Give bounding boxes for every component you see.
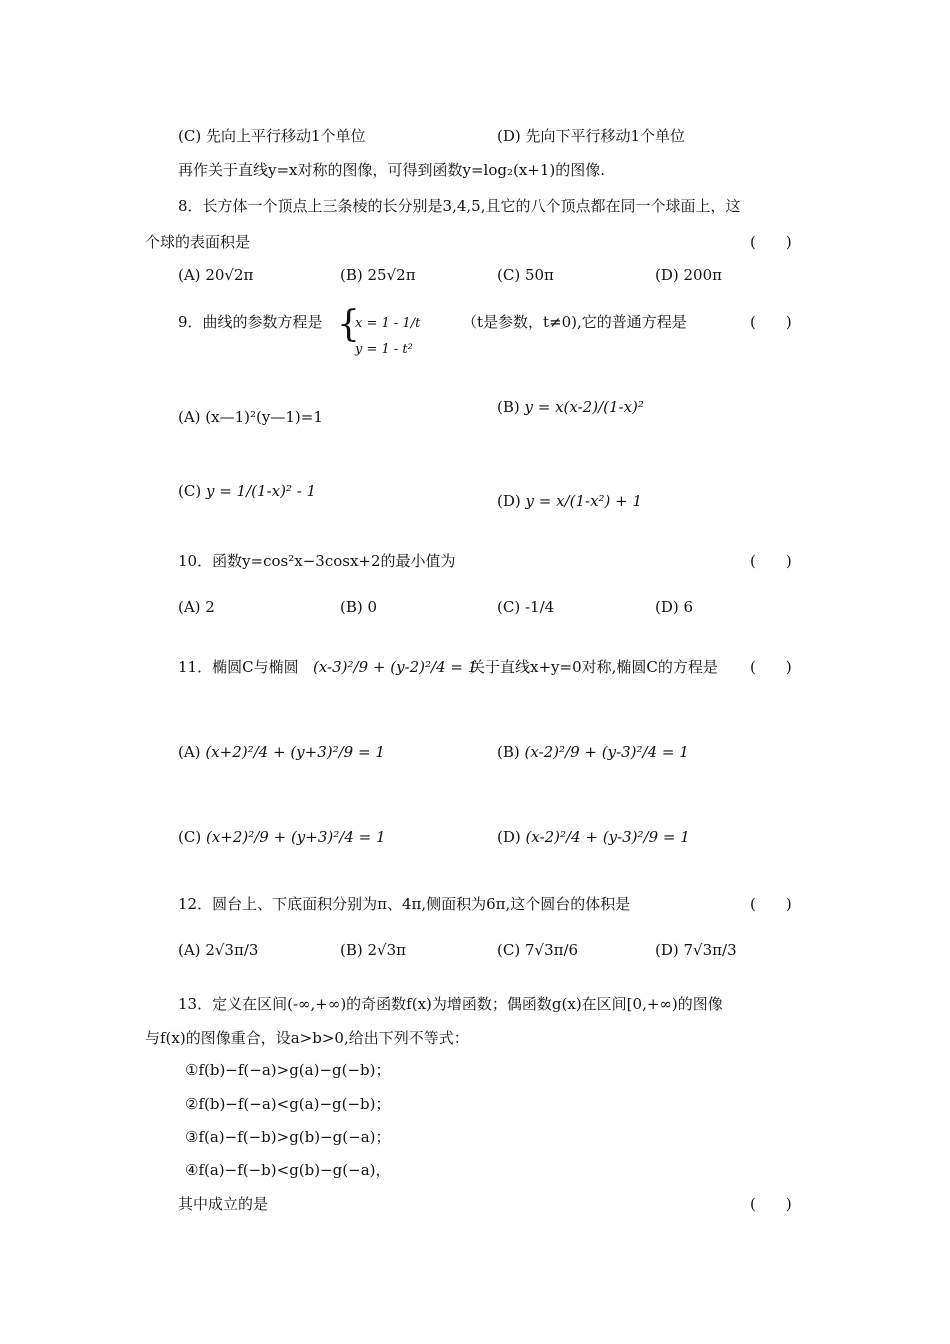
- q12-option-b: (B) 2√3π: [340, 941, 407, 959]
- q13-stem-line1: 13．定义在区间(-∞,+∞)的奇函数f(x)为增函数；偶函数g(x)在区间[0,+∞)的图像: [178, 995, 723, 1013]
- q8-option-b: (B) 25√2π: [340, 266, 416, 284]
- q10-option-b: (B) 0: [340, 598, 378, 616]
- q8-option-d: (D) 200π: [655, 266, 723, 284]
- q13-item-2: ②f(b)−f(−a)<g(a)−g(−b)；: [185, 1095, 391, 1113]
- q10-option-c: (C) -1/4: [497, 598, 555, 616]
- q13-item-4: ④f(a)−f(−b)<g(b)−g(−a)，: [185, 1161, 391, 1179]
- q13-tail: 其中成立的是: [178, 1195, 269, 1213]
- q9-note: （t是参数，t≠0),它的普通方程是: [462, 313, 687, 331]
- q8-option-a: (A) 20√2π: [178, 266, 254, 284]
- q11-option-b: (B) (x-2)²/9 + (y-3)²/4 = 1: [497, 743, 689, 761]
- q8-option-c: (C) 50π: [497, 266, 554, 284]
- q9-eq2: y = 1 - t²: [355, 342, 413, 357]
- q13-item-3: ③f(a)−f(−b)>g(b)−g(−a)；: [185, 1128, 391, 1146]
- q12-option-c: (C) 7√3π/6: [497, 941, 579, 959]
- q11-stem-b: 关于直线x+y=0对称,椭圆C的方程是: [470, 658, 718, 676]
- q10-stem: 10．函数y=cos²x−3cosx+2的最小值为: [178, 552, 456, 570]
- q10-answer-paren: ( ): [750, 552, 792, 570]
- q9-brace: {: [337, 304, 360, 345]
- q12-option-d: (D) 7√3π/3: [655, 941, 737, 959]
- q12-option-a: (A) 2√3π/3: [178, 941, 259, 959]
- q10-option-d: (D) 6: [655, 598, 694, 616]
- q9-option-b: (B) y = x(x-2)/(1-x)²: [497, 398, 644, 416]
- q11-ellipse-equation: (x-3)²/9 + (y-2)²/4 = 1: [313, 658, 478, 676]
- q9-option-c: (C) y = 1/(1-x)² - 1: [178, 482, 317, 500]
- q13-answer-paren: ( ): [750, 1195, 792, 1213]
- q13-item-1: ①f(b)−f(−a)>g(a)−g(−b)；: [185, 1061, 391, 1079]
- q9-stem: 9．曲线的参数方程是: [178, 313, 323, 331]
- q7-tail: 再作关于直线y=x对称的图像，可得到函数y=log₂(x+1)的图像.: [178, 161, 606, 179]
- q11-option-d: (D) (x-2)²/4 + (y-3)²/9 = 1: [497, 828, 690, 846]
- q7-option-c: (C) 先向上平行移动1个单位: [178, 127, 366, 145]
- q7-option-d: (D) 先向下平行移动1个单位: [497, 127, 686, 145]
- q9-eq1: x = 1 - 1/t: [355, 316, 421, 331]
- q9-answer-paren: ( ): [750, 313, 792, 331]
- q13-stem-line2: 与f(x)的图像重合，设a>b>0,给出下列不等式：: [145, 1029, 469, 1047]
- q11-stem-a: 11．椭圆C与椭圆: [178, 658, 299, 676]
- q8-answer-paren: ( ): [750, 233, 792, 251]
- q11-option-c: (C) (x+2)²/9 + (y+3)²/4 = 1: [178, 828, 386, 846]
- q8-stem-line2: 个球的表面积是: [145, 233, 251, 251]
- q9-option-a: (A) (x—1)²(y—1)=1: [178, 408, 323, 426]
- q11-option-a: (A) (x+2)²/4 + (y+3)²/9 = 1: [178, 743, 385, 761]
- q8-stem-line1: 8．长方体一个顶点上三条棱的长分别是3,4,5,且它的八个顶点都在同一个球面上，这: [178, 197, 741, 215]
- q11-answer-paren: ( ): [750, 658, 792, 676]
- q9-option-d: (D) y = x/(1-x²) + 1: [497, 492, 643, 510]
- q12-answer-paren: ( ): [750, 895, 792, 913]
- q10-option-a: (A) 2: [178, 598, 215, 616]
- q12-stem: 12．圆台上、下底面积分别为π、4π,侧面积为6π,这个圆台的体积是: [178, 895, 631, 913]
